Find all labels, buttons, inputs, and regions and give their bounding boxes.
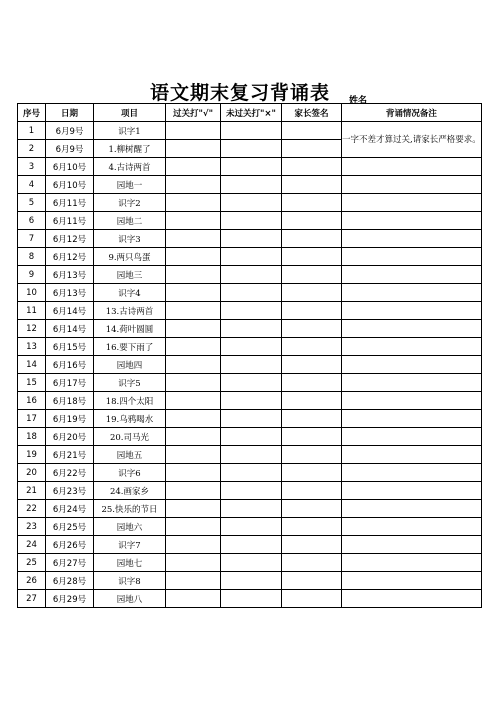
parent-signature-cell[interactable] [282,194,342,212]
name-label: 姓名 [349,96,368,106]
row-number: 13 [18,338,46,356]
row-date: 6月12号 [46,230,94,248]
fail-mark-cell[interactable] [221,176,282,194]
row-number: 2 [18,140,46,158]
row-date: 6月26号 [46,536,94,554]
row-item: 4.古诗两首 [94,158,166,176]
pass-mark-cell[interactable] [166,590,221,608]
table-row [18,356,482,374]
notes-cell[interactable] [342,284,482,302]
row-date: 6月14号 [46,320,94,338]
fail-mark-cell[interactable] [221,500,282,518]
parent-signature-cell[interactable] [282,176,342,194]
notes-cell[interactable] [342,176,482,194]
notes-cell[interactable] [342,356,482,374]
table-row [18,554,482,572]
pass-mark-cell[interactable] [166,284,221,302]
row-item: 14.荷叶圆圆 [94,320,166,338]
header-pass: 过关打"√" [166,104,221,122]
table-row [18,248,482,266]
parent-signature-cell[interactable] [282,338,342,356]
parent-signature-cell[interactable] [282,482,342,500]
table-row [18,446,482,464]
table-row [18,518,482,536]
row-date: 6月10号 [46,176,94,194]
parent-signature-cell[interactable] [282,302,342,320]
row-item: 识字5 [94,374,166,392]
row-item: 25.快乐的节日 [94,500,166,518]
parent-signature-cell[interactable] [282,374,342,392]
notes-cell[interactable] [342,320,482,338]
row-number: 19 [18,446,46,464]
pass-mark-cell[interactable] [166,140,221,158]
table-row [18,572,482,590]
parent-signature-cell[interactable] [282,230,342,248]
row-number: 9 [18,266,46,284]
pass-mark-cell[interactable] [166,176,221,194]
row-date: 6月22号 [46,464,94,482]
row-date: 6月27号 [46,554,94,572]
row-date: 6月13号 [46,266,94,284]
pass-mark-cell[interactable] [166,536,221,554]
parent-signature-cell[interactable] [282,464,342,482]
table-row [18,212,482,230]
row-number: 11 [18,302,46,320]
pass-mark-cell[interactable] [166,248,221,266]
parent-signature-cell[interactable] [282,320,342,338]
pass-mark-cell[interactable] [166,410,221,428]
notes-cell[interactable] [342,554,482,572]
row-item: 20.司马光 [94,428,166,446]
row-number: 10 [18,284,46,302]
row-item: 园地七 [94,554,166,572]
fail-mark-cell[interactable] [221,230,282,248]
notes-cell[interactable] [342,536,482,554]
header-row [18,104,482,122]
parent-signature-cell[interactable] [282,266,342,284]
row-number: 8 [18,248,46,266]
pass-mark-cell[interactable] [166,374,221,392]
fail-mark-cell[interactable] [221,428,282,446]
notes-cell[interactable] [342,500,482,518]
row-number: 5 [18,194,46,212]
row-date: 6月20号 [46,428,94,446]
parent-signature-cell[interactable] [282,284,342,302]
parent-signature-cell[interactable] [282,356,342,374]
table-row [18,320,482,338]
row-number: 4 [18,176,46,194]
row-date: 6月23号 [46,482,94,500]
row-date: 6月29号 [46,590,94,608]
parent-signature-cell[interactable] [282,536,342,554]
row-item: 1.柳树醒了 [94,140,166,158]
table-row [18,590,482,608]
row-item: 识字6 [94,464,166,482]
row-date: 6月24号 [46,500,94,518]
row-number: 1 [18,122,46,140]
table-row [18,482,482,500]
table-row [18,122,482,140]
row-number: 17 [18,410,46,428]
pass-mark-cell[interactable] [166,338,221,356]
fail-mark-cell[interactable] [221,482,282,500]
recitation-table [17,103,482,608]
row-number: 20 [18,464,46,482]
row-item: 园地五 [94,446,166,464]
row-item: 识字4 [94,284,166,302]
row-number: 24 [18,536,46,554]
fail-mark-cell[interactable] [221,266,282,284]
row-item: 园地六 [94,518,166,536]
row-item: 识字8 [94,572,166,590]
table-row [18,500,482,518]
parent-signature-cell[interactable] [282,590,342,608]
fail-mark-cell[interactable] [221,140,282,158]
pass-mark-cell[interactable] [166,392,221,410]
header-item: 项目 [94,104,166,122]
header-parent-signature: 家长签名 [282,104,342,122]
row-number: 26 [18,572,46,590]
pass-mark-cell[interactable] [166,230,221,248]
notes-cell[interactable] [342,518,482,536]
notes-cell[interactable] [342,590,482,608]
notes-cell[interactable] [342,194,482,212]
fail-mark-cell[interactable] [221,248,282,266]
pass-mark-cell[interactable] [166,212,221,230]
parent-signature-cell[interactable] [282,554,342,572]
row-item: 16.要下雨了 [94,338,166,356]
fail-mark-cell[interactable] [221,518,282,536]
fail-mark-cell[interactable] [221,392,282,410]
row-date: 6月10号 [46,158,94,176]
row-number: 12 [18,320,46,338]
row-date: 6月18号 [46,392,94,410]
fail-mark-cell[interactable] [221,320,282,338]
fail-mark-cell[interactable] [221,590,282,608]
pass-mark-cell[interactable] [166,518,221,536]
row-number: 15 [18,374,46,392]
table-row [18,284,482,302]
fail-mark-cell[interactable] [221,338,282,356]
table-row [18,158,482,176]
row-item: 园地四 [94,356,166,374]
row-item: 识字1 [94,122,166,140]
row-date: 6月12号 [46,248,94,266]
row-date: 6月15号 [46,338,94,356]
row-item: 18.四个太阳 [94,392,166,410]
table-row [18,536,482,554]
notes-cell[interactable] [342,302,482,320]
parent-signature-cell[interactable] [282,140,342,158]
header-no: 序号 [18,104,46,122]
parent-signature-cell[interactable] [282,446,342,464]
parent-signature-cell[interactable] [282,518,342,536]
fail-mark-cell[interactable] [221,284,282,302]
row-date: 6月16号 [46,356,94,374]
fail-mark-cell[interactable] [221,356,282,374]
row-date: 6月21号 [46,446,94,464]
row-item: 13.古诗两首 [94,302,166,320]
pass-mark-cell[interactable] [166,428,221,446]
row-item: 园地二 [94,212,166,230]
page-title: 语文期末复习背诵表 [149,82,330,104]
header-date: 日期 [46,104,94,122]
parent-signature-cell[interactable] [282,500,342,518]
parent-signature-cell[interactable] [282,248,342,266]
fail-mark-cell[interactable] [221,158,282,176]
row-date: 6月13号 [46,284,94,302]
pass-mark-cell[interactable] [166,554,221,572]
notes-cell[interactable] [342,572,482,590]
row-item: 9.两只鸟蛋 [94,248,166,266]
notes-cell[interactable] [342,464,482,482]
notes-cell[interactable] [342,212,482,230]
table-row [18,338,482,356]
row-number: 3 [18,158,46,176]
pass-mark-cell[interactable] [166,194,221,212]
table-row [18,392,482,410]
pass-mark-cell[interactable] [166,320,221,338]
notes-cell[interactable] [342,230,482,248]
row-date: 6月9号 [46,122,94,140]
table-row [18,230,482,248]
notes-cell[interactable] [342,428,482,446]
table-row [18,410,482,428]
parent-signature-cell[interactable] [282,428,342,446]
row-item: 识字7 [94,536,166,554]
parent-signature-cell[interactable] [282,158,342,176]
pass-mark-cell[interactable] [166,572,221,590]
table-row [18,464,482,482]
table-row [18,266,482,284]
pass-mark-cell[interactable] [166,356,221,374]
header-fail: 未过关打"×" [221,104,282,122]
parent-signature-cell[interactable] [282,122,342,140]
row-number: 7 [18,230,46,248]
notes-cell[interactable] [342,158,482,176]
row-item: 园地一 [94,176,166,194]
fail-mark-cell[interactable] [221,536,282,554]
fail-mark-cell[interactable] [221,554,282,572]
row-item: 识字3 [94,230,166,248]
fail-mark-cell[interactable] [221,212,282,230]
row-item: 24.画家乡 [94,482,166,500]
notes-cell[interactable] [342,482,482,500]
row-item: 识字2 [94,194,166,212]
row-number: 21 [18,482,46,500]
row-date: 6月28号 [46,572,94,590]
notes-cell[interactable] [342,338,482,356]
header-notes: 背诵情况备注 [342,104,482,122]
pass-mark-cell[interactable] [166,464,221,482]
row-number: 25 [18,554,46,572]
row-number: 27 [18,590,46,608]
row-number: 22 [18,500,46,518]
fail-mark-cell[interactable] [221,374,282,392]
row-number: 18 [18,428,46,446]
row-date: 6月9号 [46,140,94,158]
row-date: 6月17号 [46,374,94,392]
table-row [18,428,482,446]
table-row [18,374,482,392]
table-row [18,194,482,212]
pass-mark-cell[interactable] [166,500,221,518]
row-item: 19.乌鸦喝水 [94,410,166,428]
row-item: 园地三 [94,266,166,284]
fail-mark-cell[interactable] [221,302,282,320]
row-item: 园地八 [94,590,166,608]
pass-mark-cell[interactable] [166,482,221,500]
row-date: 6月11号 [46,194,94,212]
pass-mark-cell[interactable] [166,122,221,140]
table-row [18,302,482,320]
pass-mark-cell[interactable] [166,158,221,176]
row-number: 16 [18,392,46,410]
row-date: 6月11号 [46,212,94,230]
row-number: 23 [18,518,46,536]
notes-cell[interactable] [342,392,482,410]
notes-remark: 一字不差才算过关,请家长严格要求。 [342,122,482,158]
fail-mark-cell[interactable] [221,194,282,212]
pass-mark-cell[interactable] [166,302,221,320]
table-row [18,176,482,194]
parent-signature-cell[interactable] [282,410,342,428]
row-date: 6月25号 [46,518,94,536]
row-date: 6月19号 [46,410,94,428]
fail-mark-cell[interactable] [221,572,282,590]
parent-signature-cell[interactable] [282,392,342,410]
notes-cell[interactable] [342,446,482,464]
row-date: 6月14号 [46,302,94,320]
fail-mark-cell[interactable] [221,410,282,428]
fail-mark-cell[interactable] [221,464,282,482]
fail-mark-cell[interactable] [221,122,282,140]
notes-cell[interactable] [342,374,482,392]
notes-cell[interactable] [342,410,482,428]
parent-signature-cell[interactable] [282,212,342,230]
notes-cell[interactable] [342,266,482,284]
pass-mark-cell[interactable] [166,446,221,464]
fail-mark-cell[interactable] [221,446,282,464]
parent-signature-cell[interactable] [282,572,342,590]
row-number: 14 [18,356,46,374]
row-number: 6 [18,212,46,230]
notes-cell[interactable] [342,248,482,266]
pass-mark-cell[interactable] [166,266,221,284]
